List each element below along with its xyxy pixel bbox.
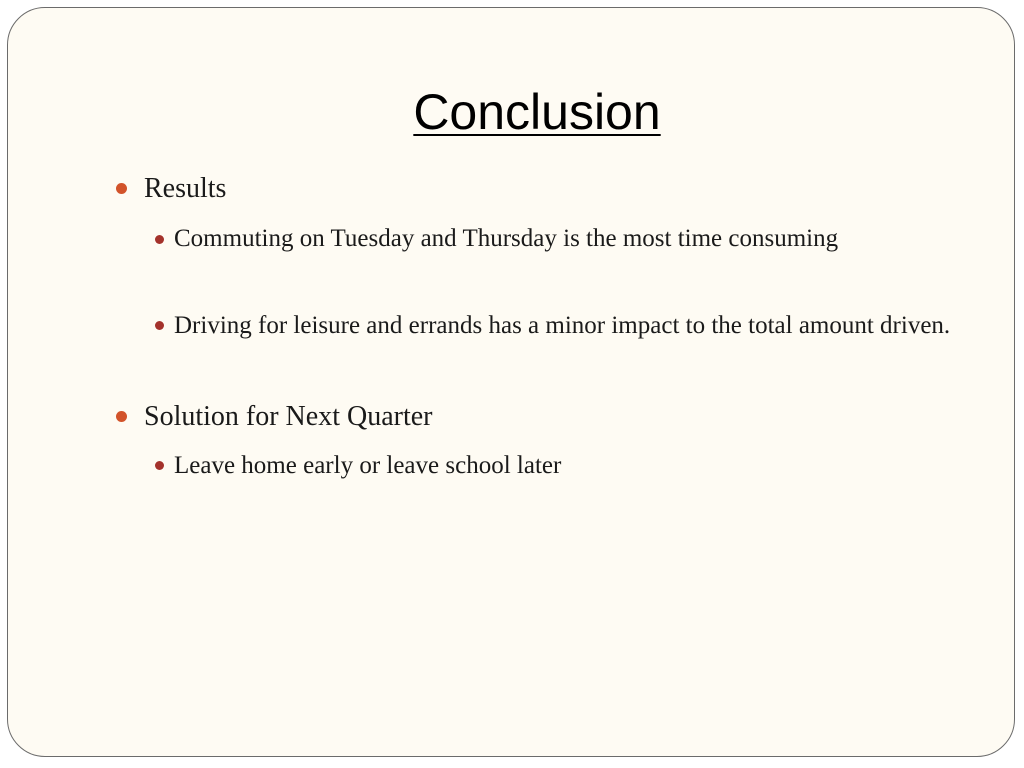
bullet-dot xyxy=(116,183,127,194)
bullet-results: Results xyxy=(144,173,227,204)
bullet-dot xyxy=(116,411,127,422)
sub-bullet-driving: Driving for leisure and errands has a minor impact to the total amount driven. xyxy=(174,312,951,339)
bullet-solution: Solution for Next Quarter xyxy=(144,401,433,432)
slide-title: Conclusion xyxy=(413,84,661,140)
sub-bullet-commuting: Commuting on Tuesday and Thursday is the most time consuming xyxy=(174,225,839,252)
sub-bullet-dot xyxy=(155,461,164,470)
sub-bullet-dot xyxy=(155,235,164,244)
sub-bullet-dot xyxy=(155,321,164,330)
sub-bullet-leave-home: Leave home early or leave school later xyxy=(174,452,562,479)
